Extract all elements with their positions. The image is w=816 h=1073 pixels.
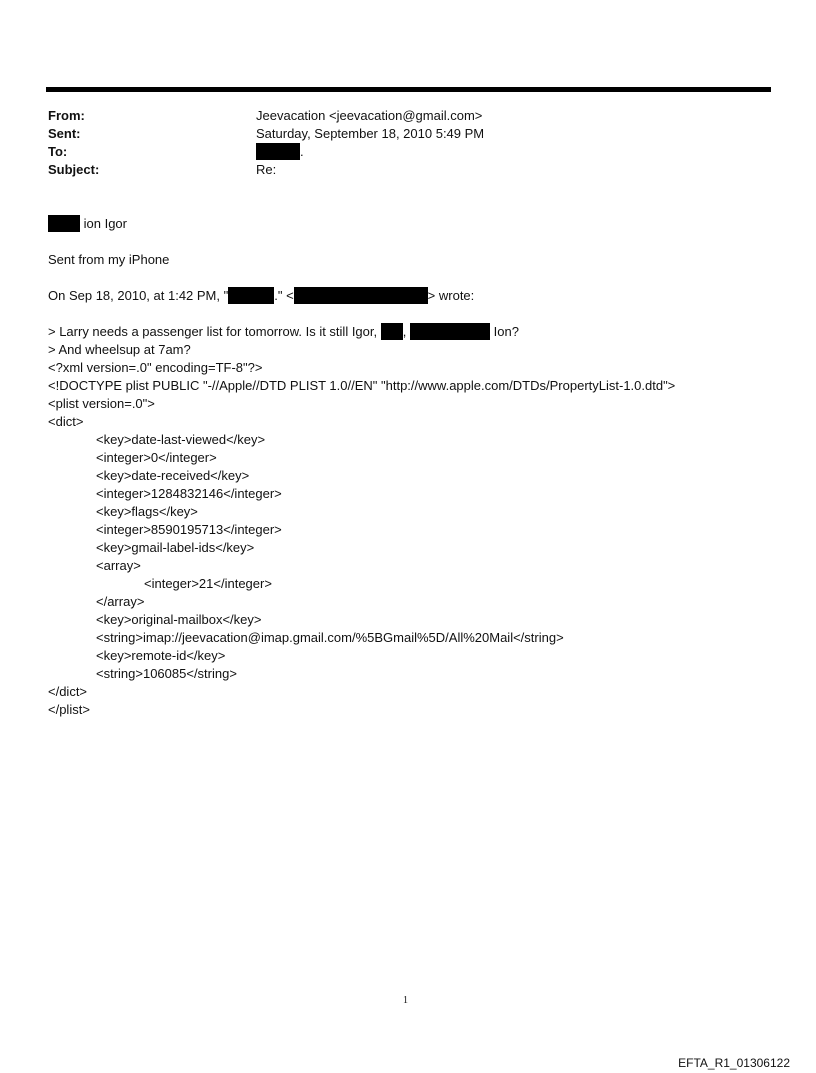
sent-label: Sent: — [48, 126, 81, 141]
plist-line: <array> — [96, 558, 141, 573]
plist-line: <integer>0</integer> — [96, 450, 217, 465]
plist-line: </dict> — [48, 684, 88, 699]
plist-line: <key>original-mailbox</key> — [96, 612, 262, 627]
header-rule — [46, 87, 771, 92]
page-number: 1 — [403, 995, 408, 1006]
plist-line: <key>gmail-label-ids</key> — [96, 540, 255, 555]
subject-value: Re: — [256, 162, 277, 177]
quoted-line-1-comma: , — [402, 324, 407, 339]
from-label: From: — [48, 108, 85, 123]
quote-intro-suffix: > wrote: — [427, 288, 475, 303]
plist-line: <!DOCTYPE plist PUBLIC "-//Apple//DTD PLIST 1.0//EN" "http://www.apple.com/DTDs/PropertyList-1.0.dtd"> — [48, 378, 676, 393]
to-suffix: . — [300, 144, 304, 159]
quote-intro-mid: ." < — [274, 288, 294, 303]
plist-line: <key>date-received</key> — [96, 468, 250, 483]
plist-line: <integer>1284832146</integer> — [96, 486, 282, 501]
plist-line: <integer>21</integer> — [144, 576, 272, 591]
reply-line — [48, 215, 127, 233]
quoted-line-2: > And wheelsup at 7am? — [48, 342, 191, 357]
document-id: EFTA_R1_01306122 — [678, 1056, 790, 1070]
quoted-line-1-prefix: > Larry needs a passenger list for tomorrow. Is it still Igor, — [48, 324, 378, 339]
quote-intro-line — [48, 287, 474, 305]
plist-line: <integer>8590195713</integer> — [96, 522, 282, 537]
redaction-bar — [228, 287, 274, 304]
to-label: To: — [48, 144, 68, 159]
plist-line: <key>flags</key> — [96, 504, 198, 519]
plist-line: <?xml version=.0" encoding=TF-8"?> — [48, 360, 263, 375]
subject-label: Subject: — [48, 162, 100, 177]
quoted-line-1-suffix: Ion? — [493, 324, 519, 339]
plist-line: <dict> — [48, 414, 84, 429]
redaction-bar — [294, 287, 428, 304]
redaction-bar — [410, 323, 490, 340]
quote-intro-prefix: On Sep 18, 2010, at 1:42 PM, " — [48, 288, 229, 303]
plist-line: <string>imap://jeevacation@imap.gmail.com/%5BGmail%5D/All%20Mail</string> — [96, 630, 564, 645]
plist-line: <string>106085</string> — [96, 666, 237, 681]
reply-text: ion Igor — [83, 216, 127, 231]
redaction-bar — [381, 323, 403, 340]
redaction-bar — [48, 215, 80, 232]
plist-line: </array> — [96, 594, 145, 609]
redaction-bar — [256, 143, 300, 160]
sent-value: Saturday, September 18, 2010 5:49 PM — [256, 126, 485, 141]
plist-line: <key>remote-id</key> — [96, 648, 226, 663]
to-value — [256, 143, 304, 161]
plist-line: </plist> — [48, 702, 90, 717]
from-value: Jeevacation <jeevacation@gmail.com> — [256, 108, 483, 123]
signature-line: Sent from my iPhone — [48, 252, 170, 267]
plist-line: <key>date-last-viewed</key> — [96, 432, 266, 447]
quoted-line-1 — [48, 323, 519, 341]
plist-line: <plist version=.0"> — [48, 396, 155, 411]
